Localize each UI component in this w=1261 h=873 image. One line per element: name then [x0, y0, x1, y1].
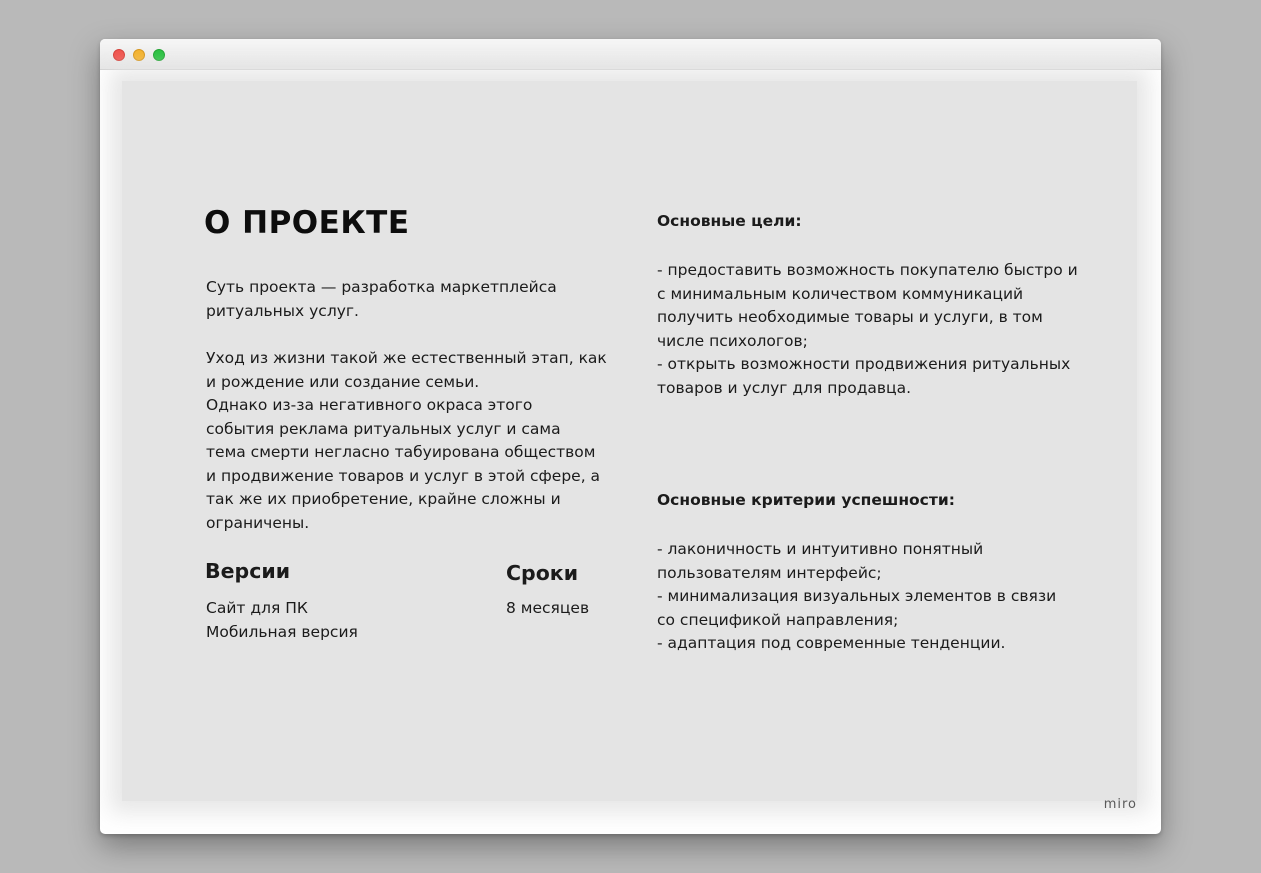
app-window [100, 39, 1161, 834]
title-bar [100, 39, 1161, 70]
terms-value: 8 месяцев [506, 599, 590, 617]
maximize-window-button[interactable] [153, 49, 165, 61]
project-description: Уход из жизни такой же естественный этап, как и рождение или создание семьи. Однако из-за негативного окраса этого события реклама ритуальных услуг и сама тема смерти негласно табуирована обществом и продвижение товаров и услуг в этой сфере, а так же их приобретение, крайне сложны и ограничены. [206, 349, 607, 532]
goals-list: - предоставить возможность покупателю быстро и с минимальным количеством коммуникаций получить необходимые товары и услуги, в том числе психологов; - открыть возможности продвижения ритуальных товаров и услуг для продавца. [657, 261, 1078, 397]
criteria-heading: Основные критерии успешности: [657, 491, 955, 509]
minimize-window-button[interactable] [133, 49, 145, 61]
page-title: О ПРОЕКТЕ [204, 205, 410, 241]
project-intro: Суть проекта — разработка маркетплейса ритуальных услуг. [206, 278, 557, 320]
terms-heading: Сроки [506, 561, 579, 585]
close-window-button[interactable] [113, 49, 125, 61]
versions-heading: Версии [205, 559, 291, 583]
goals-heading: Основные цели: [657, 212, 802, 230]
miro-board [122, 81, 1137, 801]
versions-list: Сайт для ПК Мобильная версия [206, 599, 358, 641]
miro-watermark: miro [1103, 797, 1137, 812]
criteria-list: - лаконичность и интуитивно понятный пользователям интерфейс; - минимализация визуальных элементов в связи со спецификой направления; - адаптация под современные тенденции. [657, 540, 1057, 652]
